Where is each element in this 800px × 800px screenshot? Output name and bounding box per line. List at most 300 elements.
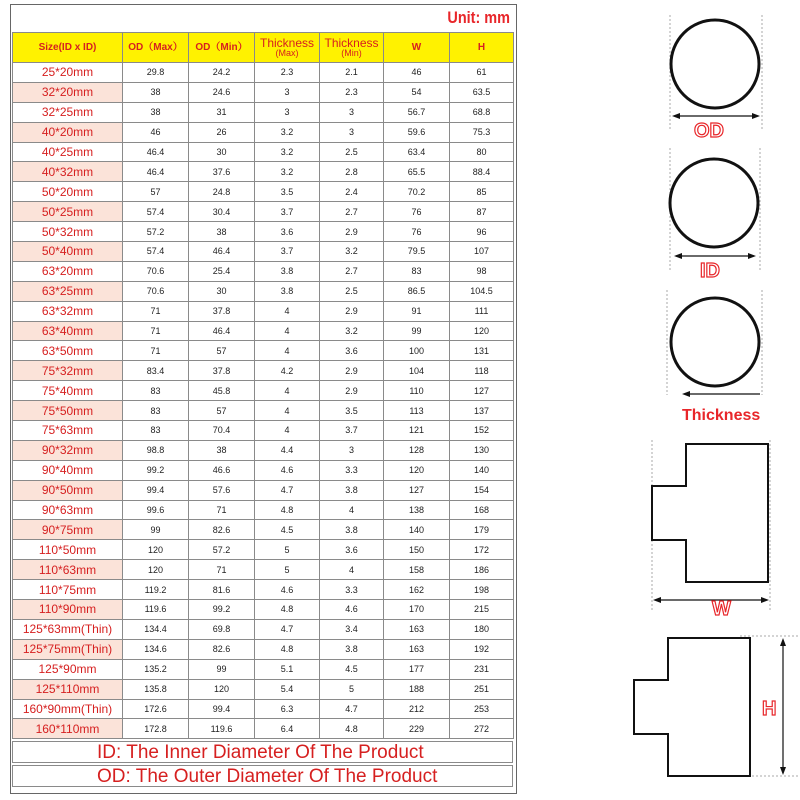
table-row: [13, 222, 514, 242]
cell-th-max: 5: [255, 540, 320, 560]
cell-w: 128: [384, 440, 450, 460]
table-row: [13, 580, 514, 600]
cell-size: 90*32mm: [13, 440, 123, 460]
cell-th-max: 3: [255, 102, 320, 122]
cell-od-max: 119.6: [123, 600, 189, 620]
cell-th-min: 2.5: [320, 142, 384, 162]
cell-od-min: 99.2: [189, 600, 255, 620]
cell-od-max: 71: [123, 321, 189, 341]
cell-size: 90*75mm: [13, 520, 123, 540]
cell-h: 272: [450, 719, 514, 739]
table-row: [13, 440, 514, 460]
note-od: OD: The Outer Diameter Of The Product: [12, 765, 513, 787]
cell-th-max: 6.4: [255, 719, 320, 739]
od-circle: [671, 20, 759, 108]
cell-th-min: 4.6: [320, 600, 384, 620]
cell-th-min: 3.6: [320, 540, 384, 560]
table-row: [13, 421, 514, 441]
cell-th-min: 2.8: [320, 162, 384, 182]
cell-w: 83: [384, 261, 450, 281]
cell-od-min: 82.6: [189, 520, 255, 540]
cell-od-max: 83: [123, 381, 189, 401]
id-circle: [670, 159, 758, 247]
table-row: [13, 500, 514, 520]
cell-od-min: 99: [189, 659, 255, 679]
cell-th-min: 4.8: [320, 719, 384, 739]
thickness-circle: [671, 298, 759, 386]
cell-od-min: 69.8: [189, 619, 255, 639]
cell-od-max: 38: [123, 82, 189, 102]
cell-od-max: 71: [123, 301, 189, 321]
col-thickness-max-sub: (Max): [275, 48, 299, 58]
cell-h: 111: [450, 301, 514, 321]
cell-od-max: 99.4: [123, 480, 189, 500]
cell-od-min: 26: [189, 122, 255, 142]
cell-w: 163: [384, 619, 450, 639]
cell-th-max: 3.6: [255, 222, 320, 242]
cell-th-max: 4.2: [255, 361, 320, 381]
cell-th-min: 2.1: [320, 63, 384, 83]
cell-h: 118: [450, 361, 514, 381]
cell-th-max: 4: [255, 381, 320, 401]
cell-h: 87: [450, 202, 514, 222]
cell-h: 127: [450, 381, 514, 401]
cell-size: 50*32mm: [13, 222, 123, 242]
table-row: [13, 182, 514, 202]
table-row: [13, 719, 514, 739]
cell-th-min: 3.6: [320, 341, 384, 361]
cell-w: 91: [384, 301, 450, 321]
cell-size: 50*25mm: [13, 202, 123, 222]
thickness-diagram: [667, 290, 762, 397]
cell-size: 110*75mm: [13, 580, 123, 600]
cell-od-max: 83: [123, 421, 189, 441]
table-row: [13, 142, 514, 162]
cell-h: 231: [450, 659, 514, 679]
cell-size: 110*50mm: [13, 540, 123, 560]
cell-w: 163: [384, 639, 450, 659]
cell-od-max: 57: [123, 182, 189, 202]
cell-od-min: 57.6: [189, 480, 255, 500]
cell-w: 46: [384, 63, 450, 83]
cell-od-max: 83: [123, 401, 189, 421]
cell-h: 152: [450, 421, 514, 441]
cell-th-min: 4: [320, 500, 384, 520]
cell-h: 192: [450, 639, 514, 659]
cell-od-min: 30: [189, 281, 255, 301]
cell-size: 63*20mm: [13, 261, 123, 281]
cell-w: 113: [384, 401, 450, 421]
cell-od-min: 45.8: [189, 381, 255, 401]
cell-od-min: 46.4: [189, 321, 255, 341]
cell-od-max: 172.6: [123, 699, 189, 719]
size-table: [12, 32, 514, 739]
cell-th-min: 2.7: [320, 202, 384, 222]
cell-th-max: 3.2: [255, 142, 320, 162]
cell-w: 138: [384, 500, 450, 520]
cell-w: 70.2: [384, 182, 450, 202]
col-thickness-min: [320, 33, 384, 63]
cell-h: 179: [450, 520, 514, 540]
col-h: H: [450, 33, 514, 63]
cell-th-max: 4.5: [255, 520, 320, 540]
od-label: OD: [694, 120, 724, 142]
cell-h: 172: [450, 540, 514, 560]
cell-size: 160*110mm: [13, 719, 123, 739]
cell-od-min: 25.4: [189, 261, 255, 281]
cell-od-min: 120: [189, 679, 255, 699]
cell-size: 110*63mm: [13, 560, 123, 580]
cell-size: 63*40mm: [13, 321, 123, 341]
cell-w: 104: [384, 361, 450, 381]
cell-od-max: 38: [123, 102, 189, 122]
cell-th-min: 3: [320, 440, 384, 460]
cell-size: 40*25mm: [13, 142, 123, 162]
cell-th-min: 3.3: [320, 460, 384, 480]
cell-th-min: 3: [320, 122, 384, 142]
cell-w: 140: [384, 520, 450, 540]
cell-od-min: 46.4: [189, 242, 255, 262]
cell-od-max: 70.6: [123, 261, 189, 281]
cell-od-min: 99.4: [189, 699, 255, 719]
cell-size: 160*90mm(Thin): [13, 699, 123, 719]
table-row: [13, 560, 514, 580]
table-row: [13, 659, 514, 679]
tee-shape-h: [634, 638, 750, 776]
cell-od-max: 120: [123, 560, 189, 580]
cell-w: 99: [384, 321, 450, 341]
cell-size: 125*75mm(Thin): [13, 639, 123, 659]
table-row: [13, 122, 514, 142]
cell-th-min: 3.2: [320, 321, 384, 341]
cell-od-min: 31: [189, 102, 255, 122]
cell-od-max: 99.6: [123, 500, 189, 520]
unit-label: Unit: mm: [447, 8, 510, 27]
cell-od-max: 70.6: [123, 281, 189, 301]
cell-th-max: 4.7: [255, 480, 320, 500]
cell-th-min: 3.5: [320, 401, 384, 421]
cell-od-min: 37.6: [189, 162, 255, 182]
cell-w: 76: [384, 222, 450, 242]
cell-od-max: 57.4: [123, 202, 189, 222]
cell-h: 137: [450, 401, 514, 421]
cell-od-min: 46.6: [189, 460, 255, 480]
cell-w: 110: [384, 381, 450, 401]
col-thickness-max-label: Thickness: [259, 36, 315, 50]
cell-th-max: 3.8: [255, 261, 320, 281]
table-row: [13, 679, 514, 699]
cell-w: 121: [384, 421, 450, 441]
cell-h: 154: [450, 480, 514, 500]
cell-od-max: 135.2: [123, 659, 189, 679]
table-row: [13, 540, 514, 560]
cell-size: 25*20mm: [13, 63, 123, 83]
cell-h: 215: [450, 600, 514, 620]
cell-th-min: 2.7: [320, 261, 384, 281]
cell-th-max: 4.4: [255, 440, 320, 460]
cell-w: 76: [384, 202, 450, 222]
cell-th-max: 4.8: [255, 500, 320, 520]
cell-h: 168: [450, 500, 514, 520]
thickness-label: Thickness: [682, 407, 761, 424]
cell-th-max: 5.4: [255, 679, 320, 699]
cell-od-max: 134.6: [123, 639, 189, 659]
cell-od-min: 57: [189, 401, 255, 421]
cell-th-max: 4.8: [255, 600, 320, 620]
cell-th-min: 2.9: [320, 381, 384, 401]
cell-h: 107: [450, 242, 514, 262]
cell-th-max: 5: [255, 560, 320, 580]
id-label: ID: [700, 260, 720, 282]
cell-size: 90*50mm: [13, 480, 123, 500]
cell-od-max: 57.2: [123, 222, 189, 242]
cell-od-max: 99.2: [123, 460, 189, 480]
table-row: [13, 321, 514, 341]
table-row: [13, 261, 514, 281]
cell-od-min: 57.2: [189, 540, 255, 560]
h-label: H: [762, 698, 777, 720]
cell-w: 86.5: [384, 281, 450, 301]
cell-th-min: 3: [320, 102, 384, 122]
cell-h: 75.3: [450, 122, 514, 142]
cell-od-min: 38: [189, 440, 255, 460]
col-od-min: OD（Min）: [189, 33, 255, 63]
cell-h: 88.4: [450, 162, 514, 182]
cell-od-max: 120: [123, 540, 189, 560]
cell-th-min: 3.8: [320, 520, 384, 540]
cell-size: 40*20mm: [13, 122, 123, 142]
cell-h: 180: [450, 619, 514, 639]
cell-od-max: 172.8: [123, 719, 189, 739]
cell-th-min: 2.3: [320, 82, 384, 102]
cell-od-max: 83.4: [123, 361, 189, 381]
cell-w: 120: [384, 460, 450, 480]
cell-od-min: 82.6: [189, 639, 255, 659]
cell-w: 229: [384, 719, 450, 739]
cell-size: 110*90mm: [13, 600, 123, 620]
cell-od-min: 38: [189, 222, 255, 242]
cell-th-max: 3.7: [255, 202, 320, 222]
cell-th-max: 4: [255, 401, 320, 421]
cell-od-max: 46.4: [123, 162, 189, 182]
cell-th-min: 3.7: [320, 421, 384, 441]
cell-od-min: 70.4: [189, 421, 255, 441]
id-diagram: [670, 148, 760, 270]
cell-size: 75*63mm: [13, 421, 123, 441]
cell-th-max: 3.2: [255, 122, 320, 142]
cell-th-max: 3.7: [255, 242, 320, 262]
cell-h: 98: [450, 261, 514, 281]
cell-size: 125*90mm: [13, 659, 123, 679]
cell-size: 63*32mm: [13, 301, 123, 321]
cell-od-min: 37.8: [189, 301, 255, 321]
cell-od-min: 81.6: [189, 580, 255, 600]
cell-th-min: 4: [320, 560, 384, 580]
cell-od-max: 57.4: [123, 242, 189, 262]
table-row: [13, 699, 514, 719]
cell-th-min: 3.3: [320, 580, 384, 600]
table-row: [13, 619, 514, 639]
cell-th-max: 4: [255, 301, 320, 321]
table-row: [13, 361, 514, 381]
cell-w: 170: [384, 600, 450, 620]
cell-th-min: 2.9: [320, 222, 384, 242]
cell-th-min: 4.7: [320, 699, 384, 719]
cell-od-max: 29.8: [123, 63, 189, 83]
table-row: [13, 401, 514, 421]
cell-h: 80: [450, 142, 514, 162]
cell-w: 63.4: [384, 142, 450, 162]
cell-od-max: 134.4: [123, 619, 189, 639]
cell-h: 61: [450, 63, 514, 83]
cell-od-min: 30: [189, 142, 255, 162]
cell-h: 186: [450, 560, 514, 580]
cell-od-max: 46.4: [123, 142, 189, 162]
cell-size: 32*20mm: [13, 82, 123, 102]
cell-th-min: 2.9: [320, 301, 384, 321]
cell-h: 140: [450, 460, 514, 480]
cell-w: 79.5: [384, 242, 450, 262]
cell-th-min: 3.8: [320, 639, 384, 659]
cell-size: 63*50mm: [13, 341, 123, 361]
table-row: [13, 600, 514, 620]
cell-od-min: 71: [189, 560, 255, 580]
cell-size: 32*25mm: [13, 102, 123, 122]
table-row: [13, 63, 514, 83]
cell-od-max: 99: [123, 520, 189, 540]
table-row: [13, 520, 514, 540]
cell-w: 127: [384, 480, 450, 500]
cell-size: 50*40mm: [13, 242, 123, 262]
cell-size: 75*50mm: [13, 401, 123, 421]
cell-th-max: 6.3: [255, 699, 320, 719]
table-row: [13, 281, 514, 301]
tee-shape-w: [652, 444, 768, 582]
cell-w: 162: [384, 580, 450, 600]
cell-th-max: 4.7: [255, 619, 320, 639]
cell-th-min: 3.4: [320, 619, 384, 639]
w-diagram: [652, 440, 770, 610]
cell-w: 150: [384, 540, 450, 560]
cell-th-min: 2.9: [320, 361, 384, 381]
cell-th-max: 3.8: [255, 281, 320, 301]
table-row: [13, 162, 514, 182]
cell-w: 59.6: [384, 122, 450, 142]
cell-th-max: 4: [255, 421, 320, 441]
cell-h: 104.5: [450, 281, 514, 301]
cell-od-max: 119.2: [123, 580, 189, 600]
cell-th-min: 3.2: [320, 242, 384, 262]
col-size: Size(ID x ID): [13, 33, 123, 63]
cell-h: 85: [450, 182, 514, 202]
table-row: [13, 301, 514, 321]
cell-size: 63*25mm: [13, 281, 123, 301]
cell-h: 120: [450, 321, 514, 341]
cell-od-min: 30.4: [189, 202, 255, 222]
table-header-row: [13, 33, 514, 63]
w-label: W: [712, 598, 731, 620]
cell-od-max: 71: [123, 341, 189, 361]
cell-th-min: 2.5: [320, 281, 384, 301]
cell-size: 90*40mm: [13, 460, 123, 480]
cell-h: 63.5: [450, 82, 514, 102]
cell-size: 125*63mm(Thin): [13, 619, 123, 639]
cell-size: 90*63mm: [13, 500, 123, 520]
cell-od-min: 37.8: [189, 361, 255, 381]
cell-w: 65.5: [384, 162, 450, 182]
table-row: [13, 242, 514, 262]
cell-th-min: 4.5: [320, 659, 384, 679]
cell-w: 56.7: [384, 102, 450, 122]
col-w: W: [384, 33, 450, 63]
col-thickness-max: [255, 33, 320, 63]
cell-th-max: 3: [255, 82, 320, 102]
cell-h: 130: [450, 440, 514, 460]
cell-th-max: 5.1: [255, 659, 320, 679]
table-row: [13, 341, 514, 361]
cell-w: 177: [384, 659, 450, 679]
cell-th-max: 3.5: [255, 182, 320, 202]
cell-od-min: 71: [189, 500, 255, 520]
table-row: [13, 480, 514, 500]
cell-th-max: 3.2: [255, 162, 320, 182]
cell-od-max: 135.8: [123, 679, 189, 699]
cell-th-min: 5: [320, 679, 384, 699]
cell-h: 68.8: [450, 102, 514, 122]
table-row: [13, 202, 514, 222]
cell-od-min: 24.8: [189, 182, 255, 202]
cell-od-min: 57: [189, 341, 255, 361]
cell-th-max: 4.6: [255, 580, 320, 600]
cell-th-min: 2.4: [320, 182, 384, 202]
table-row: [13, 381, 514, 401]
cell-h: 131: [450, 341, 514, 361]
cell-h: 198: [450, 580, 514, 600]
cell-h: 251: [450, 679, 514, 699]
cell-size: 75*32mm: [13, 361, 123, 381]
table-row: [13, 639, 514, 659]
table-row: [13, 102, 514, 122]
table-row: [13, 460, 514, 480]
col-od-max: OD（Max）: [123, 33, 189, 63]
cell-w: 100: [384, 341, 450, 361]
col-thickness-min-label: Thickness: [324, 36, 379, 50]
cell-w: 54: [384, 82, 450, 102]
cell-th-max: 4: [255, 321, 320, 341]
cell-th-min: 3.8: [320, 480, 384, 500]
note-id: ID: The Inner Diameter Of The Product: [12, 741, 513, 763]
cell-w: 158: [384, 560, 450, 580]
cell-size: 40*32mm: [13, 162, 123, 182]
cell-w: 212: [384, 699, 450, 719]
cell-h: 96: [450, 222, 514, 242]
cell-od-max: 46: [123, 122, 189, 142]
cell-size: 75*40mm: [13, 381, 123, 401]
table-row: [13, 82, 514, 102]
cell-th-max: 4.6: [255, 460, 320, 480]
cell-od-min: 24.2: [189, 63, 255, 83]
cell-size: 50*20mm: [13, 182, 123, 202]
notes: [12, 741, 513, 789]
col-thickness-min-sub: (Min): [341, 48, 362, 58]
cell-w: 188: [384, 679, 450, 699]
cell-h: 253: [450, 699, 514, 719]
od-diagram: [670, 15, 762, 130]
table-body: [13, 63, 514, 739]
cell-size: 125*110mm: [13, 679, 123, 699]
cell-od-min: 119.6: [189, 719, 255, 739]
cell-th-max: 2.3: [255, 63, 320, 83]
